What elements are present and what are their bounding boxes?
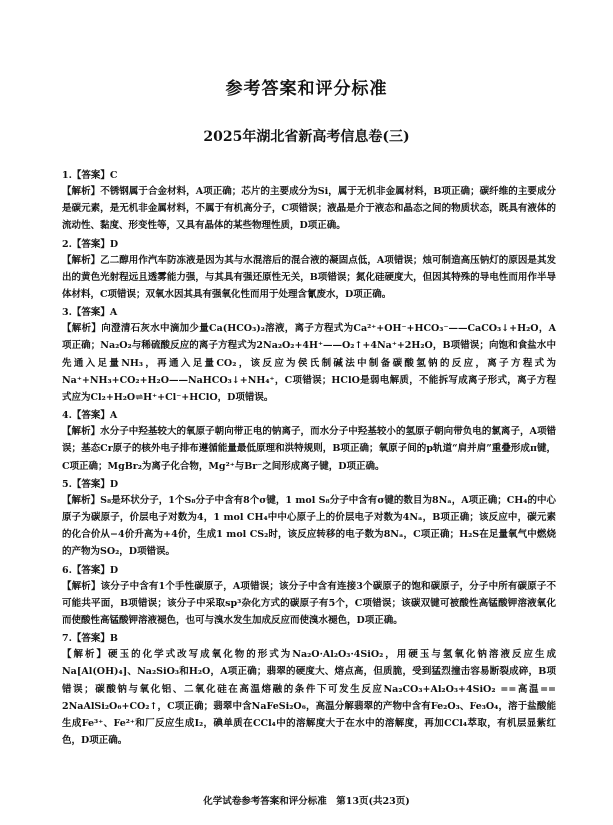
- answer-line: 7.【答案】B: [62, 633, 118, 645]
- answer-line: 4.【答案】A: [62, 410, 118, 422]
- explanation-text: 【解析】S₈是环状分子，1个S₈分子中含有8个σ键，1 mol S₈分子中含有σ键的数目为8Nₐ，A项正确；CH₄的中心原子为碳原子，价层电子对数为4，1 mol CH₄中中心原子上的价层电子对数为4Nₐ，B项正确；该反应中，碳元素的化合价从−4价升高为+4价，生成1 mol CS₂时，该反应转移的电子数为8Nₐ，C项正确；H₂S在足量氧气中燃烧的产物为SO₂，D项错误。: [62, 494, 556, 558]
- answer-line: 5.【答案】D: [62, 478, 119, 490]
- explanation-text: 【解析】不锈钢属于合金材料，A项正确；芯片的主要成分为Si，属于无机非金属材料，B项正确；碳纤维的主要成分是碳元素，是无机非金属材料，不属于有机高分子，C项错误；液晶是介于液态和晶态之间的物质状态，既具有液体的流动性、黏度、形变性等，又具有晶体的某些物理性质，D项正确。: [62, 186, 556, 232]
- page-title: 参考答案和评分标准: [225, 79, 388, 99]
- question-item: [62, 237, 556, 304]
- question-item: [62, 563, 556, 630]
- explanation-text: 【解析】硬玉的化学式改写成氧化物的形式为Na₂O·Al₂O₃·4SiO₂，用硬玉与氢氧化钠溶液反应生成Na[Al(OH)₄]、Na₂SiO₃和H₂O，A项正确；翡翠的硬度大、熔点高，但质脆，受到猛烈撞击容易断裂成碎，B项错误；碳酸钠与氧化铝、二氧化硅在高温熔融的条件下可发生反应Na₂CO₃+Al₂O₃+4SiO₂ ==高温== 2NaAlSi₂O₆+CO₂↑，C项正确；翡翠中含NaFeSi₂O₆，高温分解翡翠的产物中含有Fe₂O₃、Fe₃O₄，溶于盐酸能生成Fe³⁺、Fe²⁺和厂反应生成I₂，碘单质在CCl₄中的溶解度大于在水中的溶解度，再加CCl₄萃取，有机层显紫红色，D项正确。: [62, 649, 556, 747]
- answer-content: [62, 168, 556, 751]
- answer-line: 6.【答案】D: [62, 564, 119, 576]
- question-item: [62, 477, 556, 561]
- explanation-text: 【解析】水分子中羟基较大的氧原子朝向带正电的钠离子，而水分子中羟基较小的氢原子朝向带负电的氯离子，A项错误；基态Cr原子的核外电子排布遵循能量最低原理和洪特规则，B项正确；氧原子间的p轨道“肩并肩”重叠形成π键，C项正确；MgBr₂为离子化合物，Mg²⁺与Br⁻之间形成离子键，D项正确。: [62, 426, 556, 472]
- explanation-text: 【解析】该分子中含有1个手性碳原子，A项错误；该分子中含有连接3个碳原子的饱和碳原子，分子中所有碳原子不可能共平面，B项错误；该分子中采取sp³杂化方式的碳原子有5个，C项错误；该碳双键可被酸性高锰酸钾溶液氧化而使酸性高锰酸钾溶液褪色，也可与溴水发生加成反应而使溴水褪色，D项正确。: [62, 580, 556, 627]
- page-footer: 化学试卷参考答案和评分标准 第13页(共23页): [203, 796, 410, 807]
- explanation-text: 【解析】乙二醇用作汽车防冻液是因为其与水混溶后的混合液的凝固点低，A项错误；烛可制造高压钠灯的原因是其发出的黄色光射程远且透雾能力强，与其具有强还原性无关，B项错误；氮化硅硬度大，但因其特殊的导电性而用作半导体材料，C项错误；双氧水因其具有强氧化性而用于处理含氰废水，D项正确。: [62, 254, 556, 301]
- question-item: [62, 305, 556, 406]
- answer-line: 1.【答案】C: [62, 170, 118, 181]
- exam-subtitle: 2025年湖北省新高考信息卷(三): [203, 129, 410, 145]
- explanation-text: 【解析】向澄清石灰水中滴加少量Ca(HCO₃)₂溶液，离子方程式为Ca²⁺+OH⁻+HCO₃⁻——CaCO₃↓+H₂O，A项正确；Na₂O₂与稀硫酸反应的离子方程式为2Na₂O₂+4H⁺——O₂↑+4Na⁺+2H₂O，B项错误；向饱和食盐水中先通入足量NH₃，再通入足量CO₂，该反应为侯氏制碱法中制备碳酸氢钠的反应，离子方程式为Na⁺+NH₃+CO₂+H₂O——NaHCO₃↓+NH₄⁺，C项错误；HClO是弱电解质，不能拆写成离子形式，离子方程式应为Cl₂+H₂O⇌H⁺+Cl⁻+HClO，D项错误。: [62, 323, 556, 404]
- question-item: [62, 631, 556, 749]
- question-item: [62, 408, 556, 475]
- answer-line: 3.【答案】A: [62, 307, 118, 319]
- question-item: [62, 168, 556, 235]
- answer-line: 2.【答案】D: [62, 238, 119, 250]
